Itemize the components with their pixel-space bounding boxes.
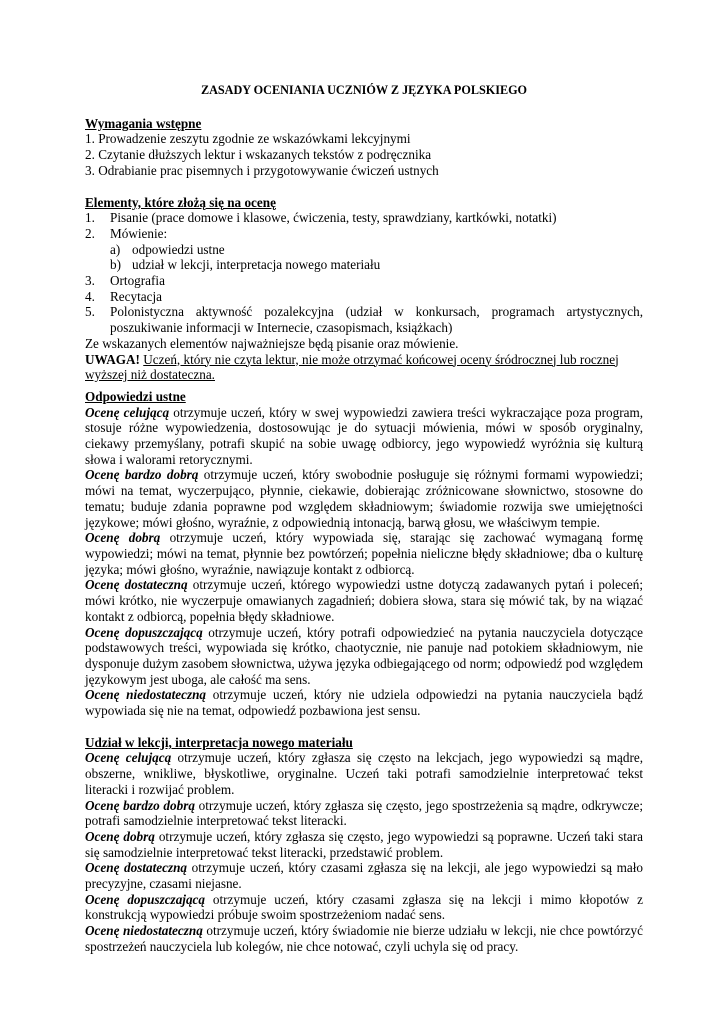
grade-paragraph	[85, 530, 643, 577]
list-item-number: 1.	[85, 210, 95, 226]
list-item	[85, 210, 643, 226]
requirements-section	[85, 116, 643, 179]
oral-answers-heading: Odpowiedzi ustne	[85, 388, 186, 404]
requirement-item: 1. Prowadzenie zeszytu zgodnie ze wskazówkami lekcyjnymi	[85, 131, 411, 147]
grade-description: otrzymuje uczeń, który zgłasza się często, jego wypowiedzi są poprawne. Uczeń taki stara się samodzielnie interpretować tekst literacki, przedstawić problem.	[85, 828, 643, 860]
list-item-number: 2.	[85, 225, 95, 241]
elements-heading: Elementy, które złożą się na ocenę	[85, 194, 276, 210]
sub-list-item-text: odpowiedzi ustne	[132, 241, 225, 257]
page-title: ZASADY OCENIANIA UCZNIÓW Z JĘZYKA POLSKIEGO	[200, 83, 528, 97]
grade-paragraph	[85, 829, 643, 860]
grade-description: otrzymuje uczeń, który zgłasza się często, jego spostrzeżenia są mądre, odkrywcze; potrafi samodzielnie interpretować tekst literacki.	[85, 797, 643, 829]
grade-label: Ocenę bardzo dobrą	[85, 797, 195, 813]
grade-paragraph	[85, 577, 643, 624]
grade-label: Ocenę dostateczną	[85, 577, 188, 593]
grade-label: Ocenę dobrą	[85, 828, 155, 844]
list-item-text: Recytacja	[110, 288, 162, 304]
grade-description: otrzymuje uczeń, który nie udziela odpowiedzi na pytania nauczyciela bądź wypowiada się nie na temat, odpowiedź pozbawiona jest sensu.	[85, 687, 643, 719]
grade-description: otrzymuje uczeń, który zgłasza się często na lekcjach, jego wypowiedzi są mądre, obszerne, wnikliwe, błyskotliwe, oryginalne. Uczeń taki potrafi samodzielnie interpretować tekst literacki i rozwijać problem.	[85, 750, 644, 797]
grade-label: Ocenę niedostateczną	[85, 687, 207, 703]
requirement-item: 3. Odrabianie prac pisemnych i przygotowywanie ćwiczeń ustnych	[85, 162, 439, 178]
grade-label: Ocenę dobrą	[85, 530, 161, 546]
document-page	[85, 83, 643, 955]
list-item	[85, 304, 643, 335]
sub-list-item	[85, 257, 643, 273]
list-item-number: 5.	[85, 304, 95, 320]
grade-description: otrzymuje uczeń, który w swej wypowiedzi zawiera treści wykraczające poza program, stosuje różne wypowiedzenia, dostosowując je do sytuacji mówienia, mówi w sposób oryginalny, ciekawy przemyślany, potrafi skupić na sobie uwagę odbiorcy, jego wypowiedź wyróżnia się kulturą słowa i walorami retorycznymi.	[85, 404, 644, 467]
grade-paragraph	[85, 860, 643, 891]
grade-description: otrzymuje uczeń, który czasami zgłasza się na lekcji, ale jego wypowiedzi są mało precyzyjne, czasami niejasne.	[85, 860, 643, 892]
sub-list-item-letter: b)	[110, 257, 121, 273]
grade-label: Ocenę dopuszczającą	[85, 624, 203, 640]
grade-description: otrzymuje uczeń, który potrafi odpowiedzieć na pytania nauczyciela dotyczące podstawowych treści, wypowiada się krótko, chaotycznie, nie panuje nad potokiem składniowym, nie dysponuje dużym zasobem słownictwa, używa języka odbiegającego od norm; odpowiedź pod względem językowym jest uboga, ale całość ma sens.	[85, 624, 643, 687]
list-item-text: Ortografia	[110, 273, 165, 289]
grade-label: Ocenę celującą	[85, 404, 170, 420]
lesson-participation-section	[85, 735, 643, 955]
grade-paragraph	[85, 687, 643, 718]
grade-label: Ocenę bardzo dobrą	[85, 467, 199, 483]
list-item-text: Mówienie:	[110, 225, 168, 241]
grade-label: Ocenę celującą	[85, 750, 172, 766]
sub-list-item-letter: a)	[110, 241, 121, 257]
requirement-item: 2. Czytanie dłuższych lektur i wskazanych tekstów z podręcznika	[85, 147, 432, 163]
list-item	[85, 226, 643, 242]
sub-list-item	[85, 242, 643, 258]
list-item-text: Pisanie (prace domowe i klasowe, ćwiczenia, testy, sprawdziany, kartkówki, notatki)	[110, 210, 557, 226]
list-item	[85, 289, 643, 305]
grade-paragraph	[85, 798, 643, 829]
elements-section	[85, 195, 643, 383]
grade-label: Ocenę dopuszczającą	[85, 891, 205, 907]
grade-description: otrzymuje uczeń, który czasami zgłasza się na lekcji i mimo kłopotów z konstrukcją wypowiedzi próbuje swoim spostrzeżeniom nadać sens.	[85, 891, 643, 923]
elements-note: Ze wskazanych elementów najważniejsze będą pisanie oraz mówienie.	[85, 335, 459, 351]
sub-list-item-text: udział w lekcji, interpretacja nowego materiału	[132, 257, 381, 273]
grade-label: Ocenę niedostateczną	[85, 923, 203, 939]
grade-description: otrzymuje uczeń, którego wypowiedzi ustne dotyczą zadawanych pytań i poleceń; mówi krótko, nie wyczerpuje omawianych zagadnień; dobiera słowa, stara się mówić tak, by na wiązać kontakt z odbiorcą, popełnia błędy składniowe.	[85, 577, 643, 624]
warning-paragraph	[85, 352, 643, 383]
list-item	[85, 273, 643, 289]
warning-label: UWAGA!	[85, 351, 140, 367]
grade-label: Ocenę dostateczną	[85, 860, 188, 876]
grade-paragraph	[85, 892, 643, 923]
grade-description: otrzymuje uczeń, który wypowiada się, starając się zachować wymaganą formę wypowiedzi; mówi na temat, płynnie bez powtórzeń; popełnia nieliczne błędy składniowe; dba o kulturę języka; mówi głośno, wyraźnie, nawiązuje kontakt z odbiorcą.	[85, 530, 643, 577]
grade-description: otrzymuje uczeń, który swobodnie posługuje się różnymi formami wypowiedzi; mówi na temat, wyczerpująco, płynnie, ciekawie, dobierając zróżnicowane słownictwo, stosowne do tematu; buduje zdania poprawne pod względem składniowym; świadomie rozwija swe umiejętności językowe; mówi głośno, wyraźnie, z odpowiednią intonacją, barwą głosu, we właściwym tempie.	[85, 467, 643, 530]
list-item-number: 4.	[85, 288, 95, 304]
grade-paragraph	[85, 405, 643, 468]
requirements-heading: Wymagania wstępne	[85, 115, 202, 131]
grade-paragraph	[85, 923, 643, 954]
list-item-number: 3.	[85, 273, 95, 289]
grade-paragraph	[85, 625, 643, 688]
grade-description: otrzymuje uczeń, który świadomie nie bierze udziału w lekcji, nie chce powtórzyć spostrzeżeń nauczyciela lub kolegów, nie chce notować, czyli uchyla się od pracy.	[85, 923, 644, 954]
lesson-participation-heading: Udział w lekcji, interpretacja nowego materiału	[85, 734, 353, 750]
warning-text: Uczeń, który nie czyta lektur, nie może otrzymać końcowej oceny śródrocznej lub rocznej wyższej niż dostateczna.	[85, 351, 619, 383]
grade-paragraph	[85, 750, 643, 797]
oral-answers-section	[85, 389, 643, 719]
grade-paragraph	[85, 467, 643, 530]
list-item-text: Polonistyczna aktywność pozalekcyjna (udział w konkursach, programach artystycznych, poszukiwanie informacji w Internecie, czasopismach, książkach)	[110, 304, 643, 336]
